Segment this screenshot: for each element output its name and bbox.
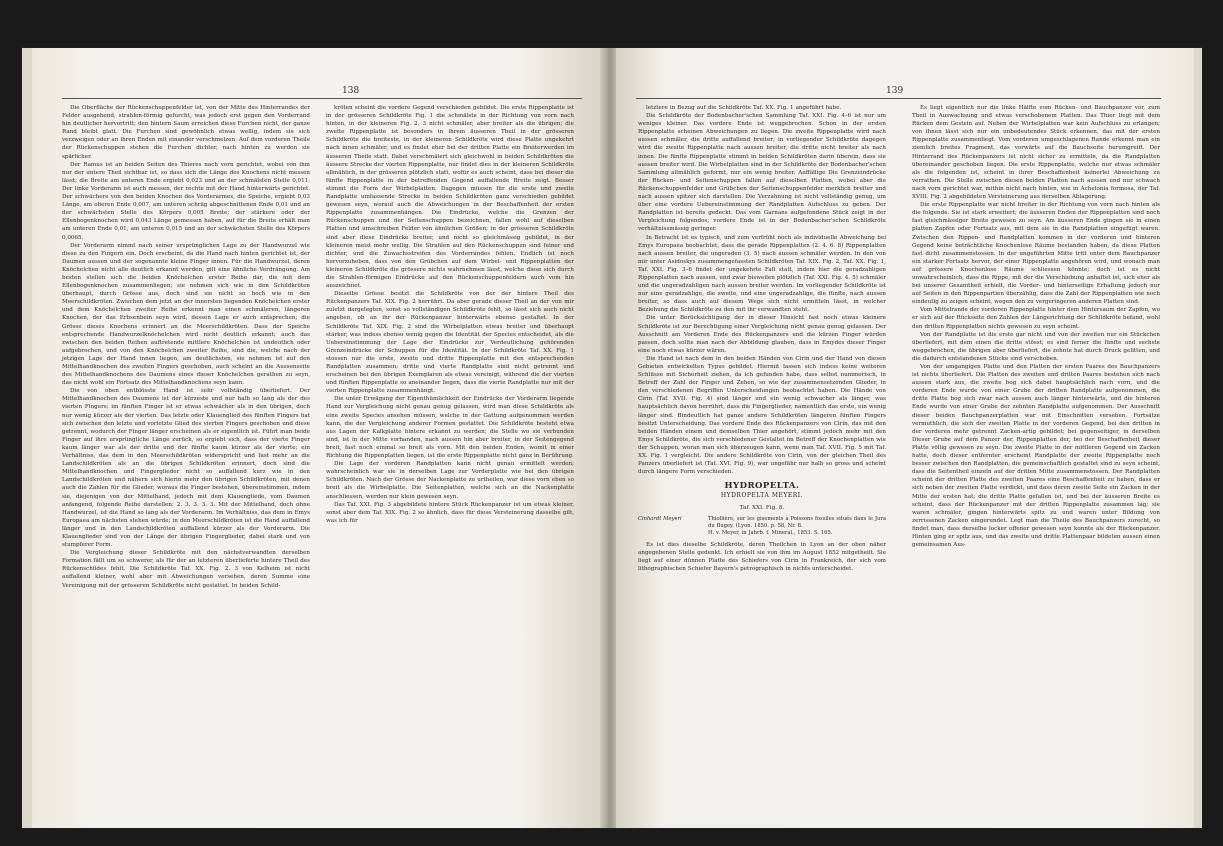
paragraph: Von der Randplatte ist die erste gar nicht und von der zweiten nur ein Stückchen überliefert, mit dem einen die dritte stösst; es sind ferner die fünfte und sechste weggebrochen, die übrigen aber überliefert, die zehnte hat durch Druck gelitten, und die dadurch entstandenen Stücke sind verschoben.: [912, 331, 1160, 362]
paragraph: In Betracht ist es typisch, und zum verfrüht noch als individuelle Abweichung bei Emys Europaea beobachtet, dass die gerade Rippenplatten (2. 4. 6. 8) Rippenplatten nach aussen breiter, die ungeraden (3. 5) nach aussen schmäler werden. In den von mir unter Asidoskys zusammengefassten Schildkröten Taf. XIX. Fig. 2, Taf. XX. Fig. 1, Taf. XXI. Fig. 3–6 findet der ungekehrte Fall statt, indem hier die geradzahligen Rippenplatten nach aussen, und zwar bisweilen plötzlich (Taf. XXI. Fig. 4. 5) schmäler und die ungeradzahligen nach aussen breiter werden. Im vorliegender Schildkröte ist nur eine geradzahlige, die zweite, und eine ungeradzahlige, die fünfte, nach aussen breiter, so dass auch auf diesem Wege sich nicht ermitteln lässt, in welcher Beziehung die Schildkröte zu den mit ihr verwandten steht.: [638, 234, 886, 314]
citation-ref: H. v. Meyer, in Jahrb. f. Mineral., 1853. S. 165.: [708, 529, 833, 536]
page-number-right: 139: [886, 86, 904, 96]
right-column-1: [638, 104, 886, 573]
paragraph: Die erste Rippenplatte war nicht breiter in der Richtung von vorn nach hinten als die folgende. Sie ist stark erweitert; die äusseren Enden der Rippenplatten sind noch fast gleichmässiger Breite gewesen zu seyn. Am äusseren Ende gingen sie in einen platten Zapfen oder Fortsatz aus, mit dem sie in die Randplatten eingefügt waren. Zwischen den Rippen- und Randplatten kommen in der vorderen und hinteren Gegend keine beträchtliche Knochenlose Räume bestanden haben, da diese Platten fast dicht zusammenstossen. In der ungeführten Mitte tritt unter dem Bauchpanzer ein starker Fortsatz hervor, der einer Rippenplatte angehören wird, und wonach man auf grössere Knochenlose Räume schliessen könnte; doch ist es nicht unwahrscheinlich, dass die Rippe, mit der die Verschiebung anhaftet ist, sich eher als bei unserer Gesamtheit erhielt, die Vorder- und hinterseitige Erhaltung jedoch nur auf Seiten in den Rippenpartien überzählig, dass die Zahl der Rippenplatten wie noch eindeutig zu zeigen scheint, wegen den zu vergeringeren anderen Platten sind.: [912, 202, 1160, 306]
paragraph: Die unter Berücksichtigung der in dieser Hinsicht fast noch etwas kleinere Schildkröte ist zur Berechtigung einer Vergleichung nicht genau genug gelassen. Der Ausschnitt am Vorderen Ende des Rückenpanzers und die kürzen Finger würden passen, doch sollte man nach der Abbildung glauben, dass in Emydes dieser Finger eine noch etwas kürzer wären.: [638, 315, 886, 354]
genus-heading: HYDROPELTA.: [724, 481, 800, 492]
page-number-left: 138: [342, 86, 360, 96]
header-rule-right: [636, 98, 1161, 99]
citation-author: Cinhardt Meyeri: [638, 515, 682, 522]
paragraph: Es ist dies dieselbe Schildkröte, deren Theilchen in Lyon an der oben näher angegebenen Stelle gedenkt. Ich erhielt sie von ihm im August 1852 mitgetheilt. Sie liegt auf einer dünnen Platte des Schiefers von Cirin in Frankreich, der sich vom lithographischen Schiefer Bayern's petrographisch in nichts unterscheidet.: [638, 541, 886, 572]
paragraph: Dieselbe Grösse besitzt die Schildkröte von der der hintere Theil des Rückenpanzers Taf. XIX. Fig. 2 herrührt. Da aber gerade dieser Theil an der von mir zuletzt dargelegten, sonst so vollständigen Schildkröte fehlt, so lässt sich auch nicht angeben, ob an ihr der Rückenpanzer hinterwärts ebenso gestaltet. In der Schildkröte Taf. XIX. Fig. 2 sind die Wirbelplatten etwas breiter und überhaupt stärker, was indess ebenso wenig gegen die Identität der Species entscheidet, als die Uebereinstimmung der Lage der Eindrücke zur Verdeutlichung gehörenden Grenzeindrücke der Schuppen für die Identität. In der Schildkröte Taf. XX. Fig. 1 stossen nur die erste, zweite und dritte Rippenplatte mit den entsprechenden Randplatten zusammen; dritte und vierte Randplatte sind nicht getrennt und erscheinen bei den übrigen Exemplaren als etwas vereinigt, während die der vierten und fünften Rippenplatte so aneinander liegen, dass die vierte Randplatte nur mit der vierten Rippenplatte zusammenhängt.: [326, 291, 574, 395]
paragraph: Von der umgangigen Platte und den Platten der ersten Paares des Bauchpanzers ist nichts überliefert. Die Platten des zweiten und dritten Paares bestehen sich nach aussen stark aus, die zweite bog sich dabei hauptsächlich nach vorn, und die vorderen Ende wurde von einer Grube der dritten Randplatte aufgenommen, die dritte Platte bog sich zwar nach aussen auch länger hinterwärts, und die hinteren Ende wurde von einer Grube der zehnten Randplatte aufgenommen. Der Ausschnitt dieser beiden Bauchpanzerplatten war mit Einschnitten versehen. Fortsätze vermuthlich, die sich der zweiten Platte in der vorderen Gegend, bei den dritten in der vorderen mehr getrennt Zacken-artig gebildet; bei gegenseitiger, in derselben Dieser Grube auf dem Panzer der, Rippenplatten der, bei der Beschaffenheit dieser Platte völlig gewesen zu seyn. Die zweite Platte in der mittleren Gegend ein Zacken hatte, doch dieser entfernter erscheint Randplatte der zweite Rippenplatte noch besser zwischen den Randplatten, die gemeinschaftlich gestaltet sind zu seyn scheint, dass die Seitentheil einzeln auf der dritten Mitte zusammenstossen. Der Randplatten scheint der dritten Platte des zweiten Paares eine Beschaffenheit zu haben, dass er sich neben der zweiten Platte verdickt, und dass deren zweite Seite ein Zacken in der Mitte der ersten hat; die dritte Platte gefallen ist, und bei der äusseren Breite es scheint, dass der Rückenpanzer mit der dritten Rippenplatte zusammen lag; sie waren schmäler, gingen hinterwärts spitz zu und waren unter Bildung von zerrissenen Zacken eingerundet. Legt man die Theile des Bauchpanzers zurecht, so findet man, dass derselbe locker offener gewesen seyn konnte als der Rückenpanzer. Hinten ging er spitz aus, und das zweite und dritte Plattenpaar bildeten aussen einen gemeinsamen Aus-: [912, 364, 1160, 549]
citation-block: [638, 516, 886, 537]
citation-refs: [708, 516, 886, 537]
paragraph: Die Vergleichung dieser Schildkröte mit den nächstverwandten derselben Formation fällt um so schwerer, als für der an letzteren überlieferte hintere Theil des Rückenschildes fehlt. Die Schildkröte Taf. XX. Fig. 2. 3 von Kelheim ist nicht auffallend kleiner, wohl aber mit Abweichungen versehen, deren Summe eine Vereinigung mit der grösseren Schildkröte nicht gestattet. In beiden Schild-: [62, 550, 310, 589]
section-heading: [638, 482, 886, 511]
paragraph: Die unter Erwägung der Eigenthümlichkeit der Eindrücke der Vorderarm liegende Hand zur Vergleichung nicht genau genug gelassen, wird man diese Schildkröte als eine zweite Species ansehen müssen, welche in der Gattung aufgenommen werden kann, die der Vergleichung anderer Formen gestattet. Die Schildkröte besteht etwa aus Lagen der Kalkplatte hintere erkannt zu werden; die Stelle wo sie verbunden sind, ist in der Mitte vorhanden, nach aussen hin aber breiter, in der Seitengegend breit, fast noch einmal so breit als vorn. Mit den beiden Enden, womit in einer Richtung die Rippenplatten liegen, ist die erste Rippenplatte nicht ganz in Berührung.: [326, 396, 574, 460]
plate-reference: Taf. XXI. Fig. 8.: [739, 504, 785, 511]
paragraph: Es liegt eigentlich nur die linke Hälfte vom Rücken- und Bauchpanzer vor, zum Theil in Auswachsung und etwas verschobenem Platten. Das Thier liegt mit dem Rücken dem Gestein auf. Neben der Wirbelplatten war kein Aufschluss zu erlangen; von ihnen lässt sich nur ein unbedeutendes Stück erkennen, das mit der ersten Rippenplatte zusammenliegt. Vom vorderen umgeschlagenen Rande erkennt man ein ziemlich breites Fragment, das vorwärts auf die Bauchseite herumgreift. Der Hinterrand des Rückenpanzers ist nicht sicher zu ermitteln, da die Randplatten übereinander geschoben liegen. Die erste Rippenplatte, welche nur etwas schmäler als die folgenden ist, scheint in ihrer Beschaffenheit keinerlei Abweichung zu verrathen. Die Stelle zwischen diesen beiden Platten nach aussen und nur schwach nach vorn gerichtet war, mithin nicht nach hinten, wie in Achelonia formosa, der Taf. XVIII. Fig. 2 abgebildeten Versteinerung aus derselben Ablagerung.: [912, 105, 1160, 201]
paragraph: Die Lage der vorderen Randplatten kann nicht genau ermittelt werden; wahrscheinlich war sie in derselben Lage zur Vorderplatte wie bei den übrigen Schildkröten. Nach der Grösse der Nackenplatte zu urtheilen, war diese vorn eben so breit als die Wirbelplatte. Die Seitenplatten, welche sich an die Nackenplatte anschliessen, werden nur klein gewesen seyn.: [326, 461, 574, 500]
right-column-2: [912, 104, 1160, 549]
left-page: [32, 48, 604, 828]
paragraph: Die Oberfläche der Rückenschuppenfelder ist, von der Mitte des Hinterrandes der Felder ausgehend, strahlen-förmig gefurcht, was jedoch erst gegen den Vorderrand hin deutlicher hervortritt; den hintern Saum erreichen diese Furchen nicht, der ganze Rand bleibt glatt. Die Furchen sind gewöhnlich etwas wellig, indem sie sich verzweigen oder an ihren Enden mit einander verschmelzen. Auf dem vorderen Theile der Rückenschuppen stehen die Furchen dichter, nach hinten zu werden sie spärlicher.: [62, 105, 310, 160]
paragraph: Das Taf. XXI. Fig. 3 abgebildete hintere Stück Rückenpanzer ist um etwas kleiner, sonst aber dem Taf. XIX. Fig. 2 so ähnlich, dass für diese Versteinerung dasselbe gilt, was ich für: [326, 501, 574, 524]
citation-ref: Thiollière, sur les gisements à Poissons fossiles situés dans le Jura du Bugey. (Lyon. 1850. p. 58, Nr. 8.: [708, 515, 886, 529]
paragraph: letztere in Bezug auf die Schildkröte Taf. XX. Fig. 1 angeführt habe.: [646, 105, 842, 111]
paragraph: Die Hand ist nach dem in den beiden Händen von Cirin und der Hand von diesen Gebieten entwickelten Typus gebildet. Hiermit lassen sich indess keine weiteren Schlüsse mit Sicherheit ziehen, da ich gefunden habe, dass selbst nummerisch, in Betreff der Zahl der Finger und Zehen, so wie der zusammensetzenden Glieder, in den verschiedenen Begriffen Unterscheidungen beobachtet haben. Die Hände von Cirin (Taf. XVII. Fig. 4) sind länger und ein wenig schwacher als länger, was hauptsächlich davon herrührt, dass die Fingerglieder, namentlich das erste, ein wenig länger sind. Bindeutlich hat ganze andere Schildkröten längeren fünften Fingers besitzt Unterscheidung. Das vordere Ende des Rückenpanzers von Cirin, das mit den beiden Händen einem und demselben Thier angehört, stimmt jedoch mehr mit den Emys Schildkröte, die sich verschiedener Gestaltet im Betreff der Knochenplatten wie der Schuppen, woran man sich überzeugen kann, wenn man Taf. XVII. Fig. 5 mit Taf. XX. Fig. 1 vergleicht. Die andere Schildkröte von Cirin, von der gleichen Theil des Panzers überliefert ist (Taf. XVI. Fig. 9), war ungefähr nur halb so gross und scheint durch längere Form verschieden.: [638, 355, 886, 476]
paragraph: Vom Mittelrande der vorderen Rippenplatte hinter dem Hintersaum der Zapfen, wo er sich auf der Rückseite den Zahlen der Längerichtung der Schildkröte befand, wohl den dritten Rippenplatten nichts gewesen zu seyn scheint.: [912, 307, 1160, 330]
paragraph: Die Schildkröte der Bodenbacher'schen Sammlung Taf. XXI. Fig. 4–6 ist nur um weniges kleiner. Das vordere Ende ist weggebrochen. Schon in der ersten Rippenplatte scheinen Abweichungen zu liegen. Die zweite Rippenplatte wird nach aussen schmäler, die dritte auffallend breiter; in vorliegender Schildkröte dagegen wird die zweite Rippenplatte nach aussen breiter, die dritte nicht breiter als nach innen. Die fünfte Rippenplatte stimmt in beiden Schildkröten darin überein, dass sie aussen breiter wird. Die Wirbelplatten sind in der Schildkröte der Bodenbacher'schen Sammlung allmählich geformt, nur ein wenig breiter. Auffällige Die Grenzeindrücke der Rücken- und Seitenschuppen fallen auf dieselben Platten, wobei aber die Rückenschuppenfelder und Grübchen der Seitenschuppenfelder merklich breiter und nach aussen spitzer sich darstellen. Die Verzahnung ist nicht vollständig genug, um über eine vordere Uebereinstimmung der Randplatten Aufschluss zu geben. Der Randplatten ist bereits gedeckt. Das vom Garnans aufgefundene Stück zeigt in der Vergleichung folgendes; vordere Ende ist in der Bodenbacher'schen Schildkröte verhältnissmässig geringer.: [638, 113, 886, 233]
left-column-1: [62, 104, 310, 590]
header-rule-left: [62, 98, 582, 99]
paragraph: Der Vorderarm nimmt nach seiner ursprünglichen Lage zu der Handwurzel wie diese zu den Fingern ein. Doch erscheint, da die Hand nach hinten gerichtet ist, der Daumen aussen und der sogenannte kleine Finger innen. Für die Handwurzel, deren Knöchelchen nicht alle deutlich erkannt werden, gilt eine ähnliche Verdrängung. Am besten stellen sich die beiden Knöchelchen erster Reihe dar, die mit dem Ellenbogenknochen zusammenliegen; sie nehmen sich wie in den Schildkröten überhaupt, durch Grösse aus, doch sind sie nicht so hoch wie in den Meerschildkröten. Zwischen dem jetzt an der innersten liegenden Knöchelchen erster und dem Knöchelchen zweiter Reihe erkennt man einen schmäleren, längeren Knochen, der das Erbsenbein seyn wird, dessen Lage er auch entsprechen; die Grösse dieses Knochens erinnert an die Meerschildkröten. Dass der Speiche entsprechende Handwurzelknöchelchen wird nicht deutlich erkannt; auch das zwischen den beiden Reihen auftretende mittlere Knöchelchen ist undeutlich oder aufgebrochen, und von den Knöchelchen zweiter Reihe, sind die, welche nach der jetzigen Lage der Hand innen liegen, am deutlichsten, sie nehmen ist auf den Mittelhandknochen des zweiten Fingers geschoben, auch scheint an die Aussenseite des Mittelhandknochens des Daumens eines dieser Knöchelchen gerathen zu seyn, das nicht wohl ein Fortsatz des Mittelhandknochens seyn kann.: [62, 242, 310, 387]
species-heading: HYDROPELTA MEYERI.: [720, 492, 804, 500]
paragraph: Der Ramus ist an beiden Seiten des Thieres nach vorn gerichtet, wobei von ihm nur der untere Theil sichtbar ist, so dass sich die Länge des Knochens nicht messen lässt; die Breite am unteren Ende ergiebt 0,023 und an der schmälsten Stelle 0,011. Der linke Vorderarm ist auch messen, der rechte mit der Hand hinterwärts gerichtet. Der schwächere von den beiden Knochen des Vorderarmes, die Speiche, ergiebt 0,03 Länge, am oberen Ende 0,007, am unteren schräg abgeschnittenen Ende 0,01 und an der schwächsten Stelle des Körpers 0,005 Breite; der stärkere oder der Ellenbogenknochen wird 0,043 Länge gemessen haben, auf für die Breite erhält man am unteren Ende 0,01, am unteren 0,015 und an der schwächsten Stelle des Körpers 0,0065.: [62, 161, 310, 241]
paragraph: kröten scheint die vordere Gegend verschieden gebildet. Die erste Rippenplatte ist in der grösseren Schildkröte Fig. 1 die schmälste in der Richtung von vorn nach hinten, in der kleineren Fig. 2. 3 nicht schmäler, aber breiter als die übrigen; die zweite Rippenplatte ist besonders in ihrem äusseren Theil in der grösseren Schildkröte die breiteste, in der kleineren Schildkröte wird diese Platte ungekehrt nach innen schmäler, und es findet eher bei der dritten Platte ein Breiterwerden im äusseren Theile statt. Dabei verschmälert sich gleichwohl in beiden Schildkröten die äussere Strecke der vierten Rippenplatte, nur findet dies in der kleineren Schildkröte allmählich, in der grösseren plötzlich statt, wofür es auch scheint, dass bei dieser die fünfte Rippenplatte in der betreffenden Gegend auffallende Breite zeigt. Besser stimmt die Form der Wirbelplatten. Dagegen müssen für die erste und zweite Randplatte umfassende Strecke in beiden Schildkröten ganz verschieden gebildet gewesen seyn, worauf auch die Abweichungen in der Beschaffenheit der ersten Rippenplatte zusammenhängen. Die Eindrücke, welche die Grenzen der Rückenschuppen und der Seitenschuppen bezeichnen, fallen wohl auf dieselben Platten und umschreiben Felder von ähnlichen Größen; in der grösseren Schildkröte sind aber diese Eindrücke breiter, und nicht so gleichmässig gebildet, in der kleineren meist mehr wellig. Die Strahlen auf den Rückenschuppen sind feiner und dichter, und die Zuwachsstreifen des Vorderrandes fehlen. Endlich ist noch hervorzuheben, dass von den Grübchen auf dem Wirbel- und Rippenplatten der kleineren Schildkröte die grössere nichts wahrnehmen lässt, welche diese sich durch die Strahlen-förmigen Eindrücke auf den Rückenschuppenfeldern auch vom hin auszeichnet.: [326, 105, 574, 290]
right-page: [616, 48, 1194, 828]
paragraph: Die von oben entblösste Hand ist sehr vollständig überliefert. Der Mittelhandknochen des Daumens ist der kürzeste und nur halb so lang als der des vierten Fingers; im fünften Finger ist er etwas schwächer als in den übrigen, doch nur wenig kürzer als der vierten. Das letzte oder Klauenglied des fünften Fingers hat sich zwischen den letzte und vorletzte Glied des vierten Fingers geschoben und diese getrennt, wodurch der Finger länger erscheinen als er eigentlich ist. Führt man beide Finger auf ihre ursprüngliche Länge zurück, so ergiebt sich, dass der vierte Finger kaum länger war als der dritte und der fünfte kaum kürzer als der vierte; ein Verhältniss, das dem in den Meerschildkröten widerspricht und fast mehr an die Landschildkröten als an die übrigen Schildkröten erinnert, doch sind die Mittelhandknochen und Fingerglieder nicht so auffallend kurz wie in den Landschildkröten und nähern sich hierin mehr den übrigen Schildkröten, mit denen auch die Zahlen für die Glieder, woraus die Finger bestehen, übereinstimmen, indem sie, diejenigen von der Mittelhand, jedoch mit dem Klauengliede, vom Daumen anfangend, folgende Reihe darstellen: 2. 3. 3. 3. 3. Mit der Mittelhand, doch ohne Handwurzel, ist die Hand so lang als der Vorderarm. Im Verhältniss, das dem in Emys Europaea am nächsten stehen würde; in den Meerschildkröten ist die Hand auffallend länger und in den Landschildkröten auffallend kürzer als der Vorderarm. Die Klauenglieder sind von der Länge der übrigen Fingerglieder, dabei stark und von stumpferer Form.: [62, 388, 310, 549]
left-column-2: [326, 104, 574, 525]
book-spread: [22, 48, 1202, 828]
